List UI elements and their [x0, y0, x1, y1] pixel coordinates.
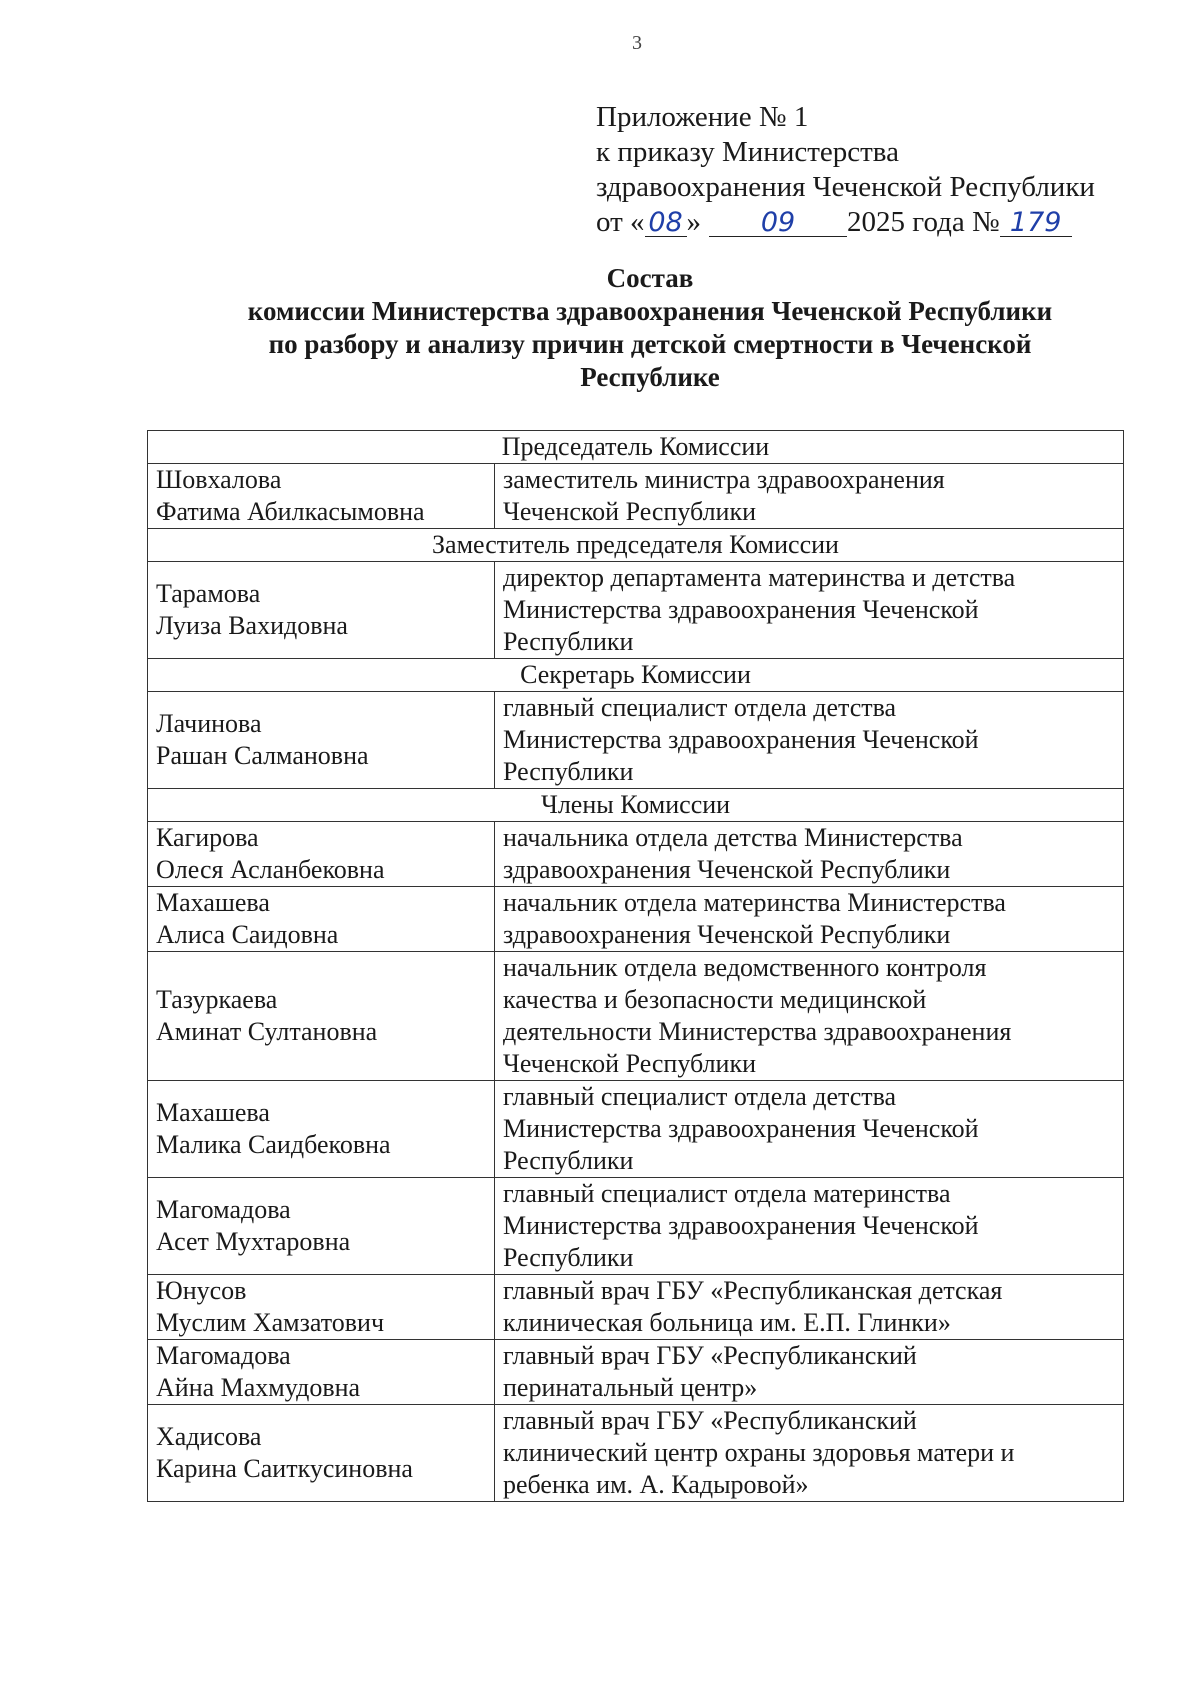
member-position-cell	[495, 1340, 1124, 1405]
member-position-cell	[495, 1081, 1124, 1178]
member-given-name: Аминат Султановна	[156, 1017, 378, 1046]
handwritten-day: 08	[645, 210, 687, 237]
member-given-name: Рашан Салмановна	[156, 741, 369, 770]
title-line-2: комиссии Министерства здравоохранения Чеченской Республики	[247, 296, 1053, 326]
date-prefix: от «	[596, 206, 645, 238]
member-position-cell	[495, 464, 1124, 529]
member-surname: Тазуркаева	[156, 985, 278, 1014]
position-line: директор департамента материнства и детства	[503, 563, 1016, 592]
position-line: Чеченской Республики	[503, 1049, 757, 1078]
member-given-name: Олеся Асланбековна	[156, 855, 385, 884]
position-line: перинатальный центр»	[503, 1373, 758, 1402]
member-row	[148, 1275, 1124, 1340]
position-line: начальника отдела детства Министерства	[503, 823, 963, 852]
member-row	[148, 952, 1124, 1081]
member-name-cell	[148, 1340, 495, 1405]
annex-date-line	[596, 205, 1095, 240]
handwritten-order-number: 179	[1000, 210, 1072, 237]
section-heading-row	[148, 659, 1124, 692]
member-row	[148, 464, 1124, 529]
commission-table	[147, 430, 1124, 1502]
member-surname: Магомадова	[156, 1341, 291, 1370]
member-surname: Шовхалова	[156, 465, 282, 494]
member-position-cell	[495, 1178, 1124, 1275]
position-line: Министерства здравоохранения Чеченской	[503, 725, 979, 754]
member-row	[148, 1178, 1124, 1275]
position-line: качества и безопасности медицинской	[503, 985, 927, 1014]
section-heading: Председатель Комиссии	[148, 431, 1124, 464]
member-position-cell	[495, 1275, 1124, 1340]
position-line: главный врач ГБУ «Республиканский	[503, 1406, 917, 1435]
annex-title: Приложение № 1	[596, 101, 809, 133]
member-given-name: Асет Мухтаровна	[156, 1227, 351, 1256]
position-line: начальник отдела материнства Министерства	[503, 888, 1006, 917]
member-surname: Юнусов	[156, 1276, 247, 1305]
position-line: клиническая больница им. Е.П. Глинки»	[503, 1308, 951, 1337]
member-position-cell	[495, 1405, 1124, 1502]
member-given-name: Малика Саидбековна	[156, 1130, 391, 1159]
member-position-cell	[495, 562, 1124, 659]
member-name-cell	[148, 822, 495, 887]
handwritten-month: 09	[709, 210, 847, 237]
member-surname: Махашева	[156, 888, 270, 917]
section-heading: Заместитель председателя Комиссии	[148, 529, 1124, 562]
member-given-name: Айна Махмудовна	[156, 1373, 361, 1402]
section-heading-row	[148, 529, 1124, 562]
position-line: здравоохранения Чеченской Республики	[503, 920, 951, 949]
position-line: Чеченской Республики	[503, 497, 757, 526]
document-title	[170, 262, 1130, 394]
section-heading-row	[148, 431, 1124, 464]
member-position-cell	[495, 822, 1124, 887]
position-line: главный специалист отдела детства	[503, 1082, 897, 1111]
position-line: главный врач ГБУ «Республиканский	[503, 1341, 917, 1370]
member-name-cell	[148, 1405, 495, 1502]
position-line: главный специалист отдела детства	[503, 693, 897, 722]
position-line: деятельности Министерства здравоохранения	[503, 1017, 1012, 1046]
member-name-cell	[148, 1178, 495, 1275]
annex-header	[596, 100, 1095, 240]
member-name-cell	[148, 952, 495, 1081]
member-surname: Хадисова	[156, 1422, 262, 1451]
member-given-name: Карина Саиткусиновна	[156, 1454, 413, 1483]
member-given-name: Алиса Саидовна	[156, 920, 339, 949]
position-line: Министерства здравоохранения Чеченской	[503, 1211, 979, 1240]
position-line: главный специалист отдела материнства	[503, 1179, 951, 1208]
annex-order-ref: к приказу Министерства	[596, 136, 899, 168]
member-surname: Лачинова	[156, 709, 262, 738]
position-line: начальник отдела ведомственного контроля	[503, 953, 987, 982]
member-row	[148, 1340, 1124, 1405]
member-row	[148, 887, 1124, 952]
member-row	[148, 1081, 1124, 1178]
position-line: Республики	[503, 1146, 634, 1175]
member-surname: Махашева	[156, 1098, 270, 1127]
member-position-cell	[495, 887, 1124, 952]
member-row	[148, 692, 1124, 789]
member-position-cell	[495, 692, 1124, 789]
title-line-4: Республике	[580, 362, 720, 392]
position-line: Республики	[503, 627, 634, 656]
member-name-cell	[148, 692, 495, 789]
position-line: главный врач ГБУ «Республиканская детская	[503, 1276, 1003, 1305]
position-line: Министерства здравоохранения Чеченской	[503, 595, 979, 624]
member-row	[148, 822, 1124, 887]
title-line-1: Состав	[606, 263, 694, 293]
member-name-cell	[148, 1275, 495, 1340]
section-heading-row	[148, 789, 1124, 822]
member-row	[148, 562, 1124, 659]
page-number: 3	[632, 32, 642, 54]
member-surname: Кагирова	[156, 823, 259, 852]
member-name-cell	[148, 562, 495, 659]
date-mid: »	[686, 206, 702, 238]
member-given-name: Луиза Вахидовна	[156, 611, 348, 640]
position-line: ребенка им. А. Кадыровой»	[503, 1470, 809, 1499]
member-position-cell	[495, 952, 1124, 1081]
member-given-name: Фатима Абилкасымовна	[156, 497, 425, 526]
annex-ministry: здравоохранения Чеченской Республики	[596, 171, 1095, 203]
position-line: Республики	[503, 1243, 634, 1272]
member-surname: Тарамова	[156, 579, 261, 608]
member-name-cell	[148, 887, 495, 952]
member-name-cell	[148, 1081, 495, 1178]
section-heading: Секретарь Комиссии	[148, 659, 1124, 692]
member-surname: Магомадова	[156, 1195, 291, 1224]
member-given-name: Муслим Хамзатович	[156, 1308, 385, 1337]
position-line: Министерства здравоохранения Чеченской	[503, 1114, 979, 1143]
member-row	[148, 1405, 1124, 1502]
position-line: клинический центр охраны здоровья матери и	[503, 1438, 1015, 1467]
section-heading: Члены Комиссии	[148, 789, 1124, 822]
member-name-cell	[148, 464, 495, 529]
title-line-3: по разбору и анализу причин детской смертности в Чеченской	[268, 329, 1032, 359]
date-year: 2025 года №	[847, 206, 1000, 238]
position-line: заместитель министра здравоохранения	[503, 465, 945, 494]
position-line: здравоохранения Чеченской Республики	[503, 855, 951, 884]
position-line: Республики	[503, 757, 634, 786]
